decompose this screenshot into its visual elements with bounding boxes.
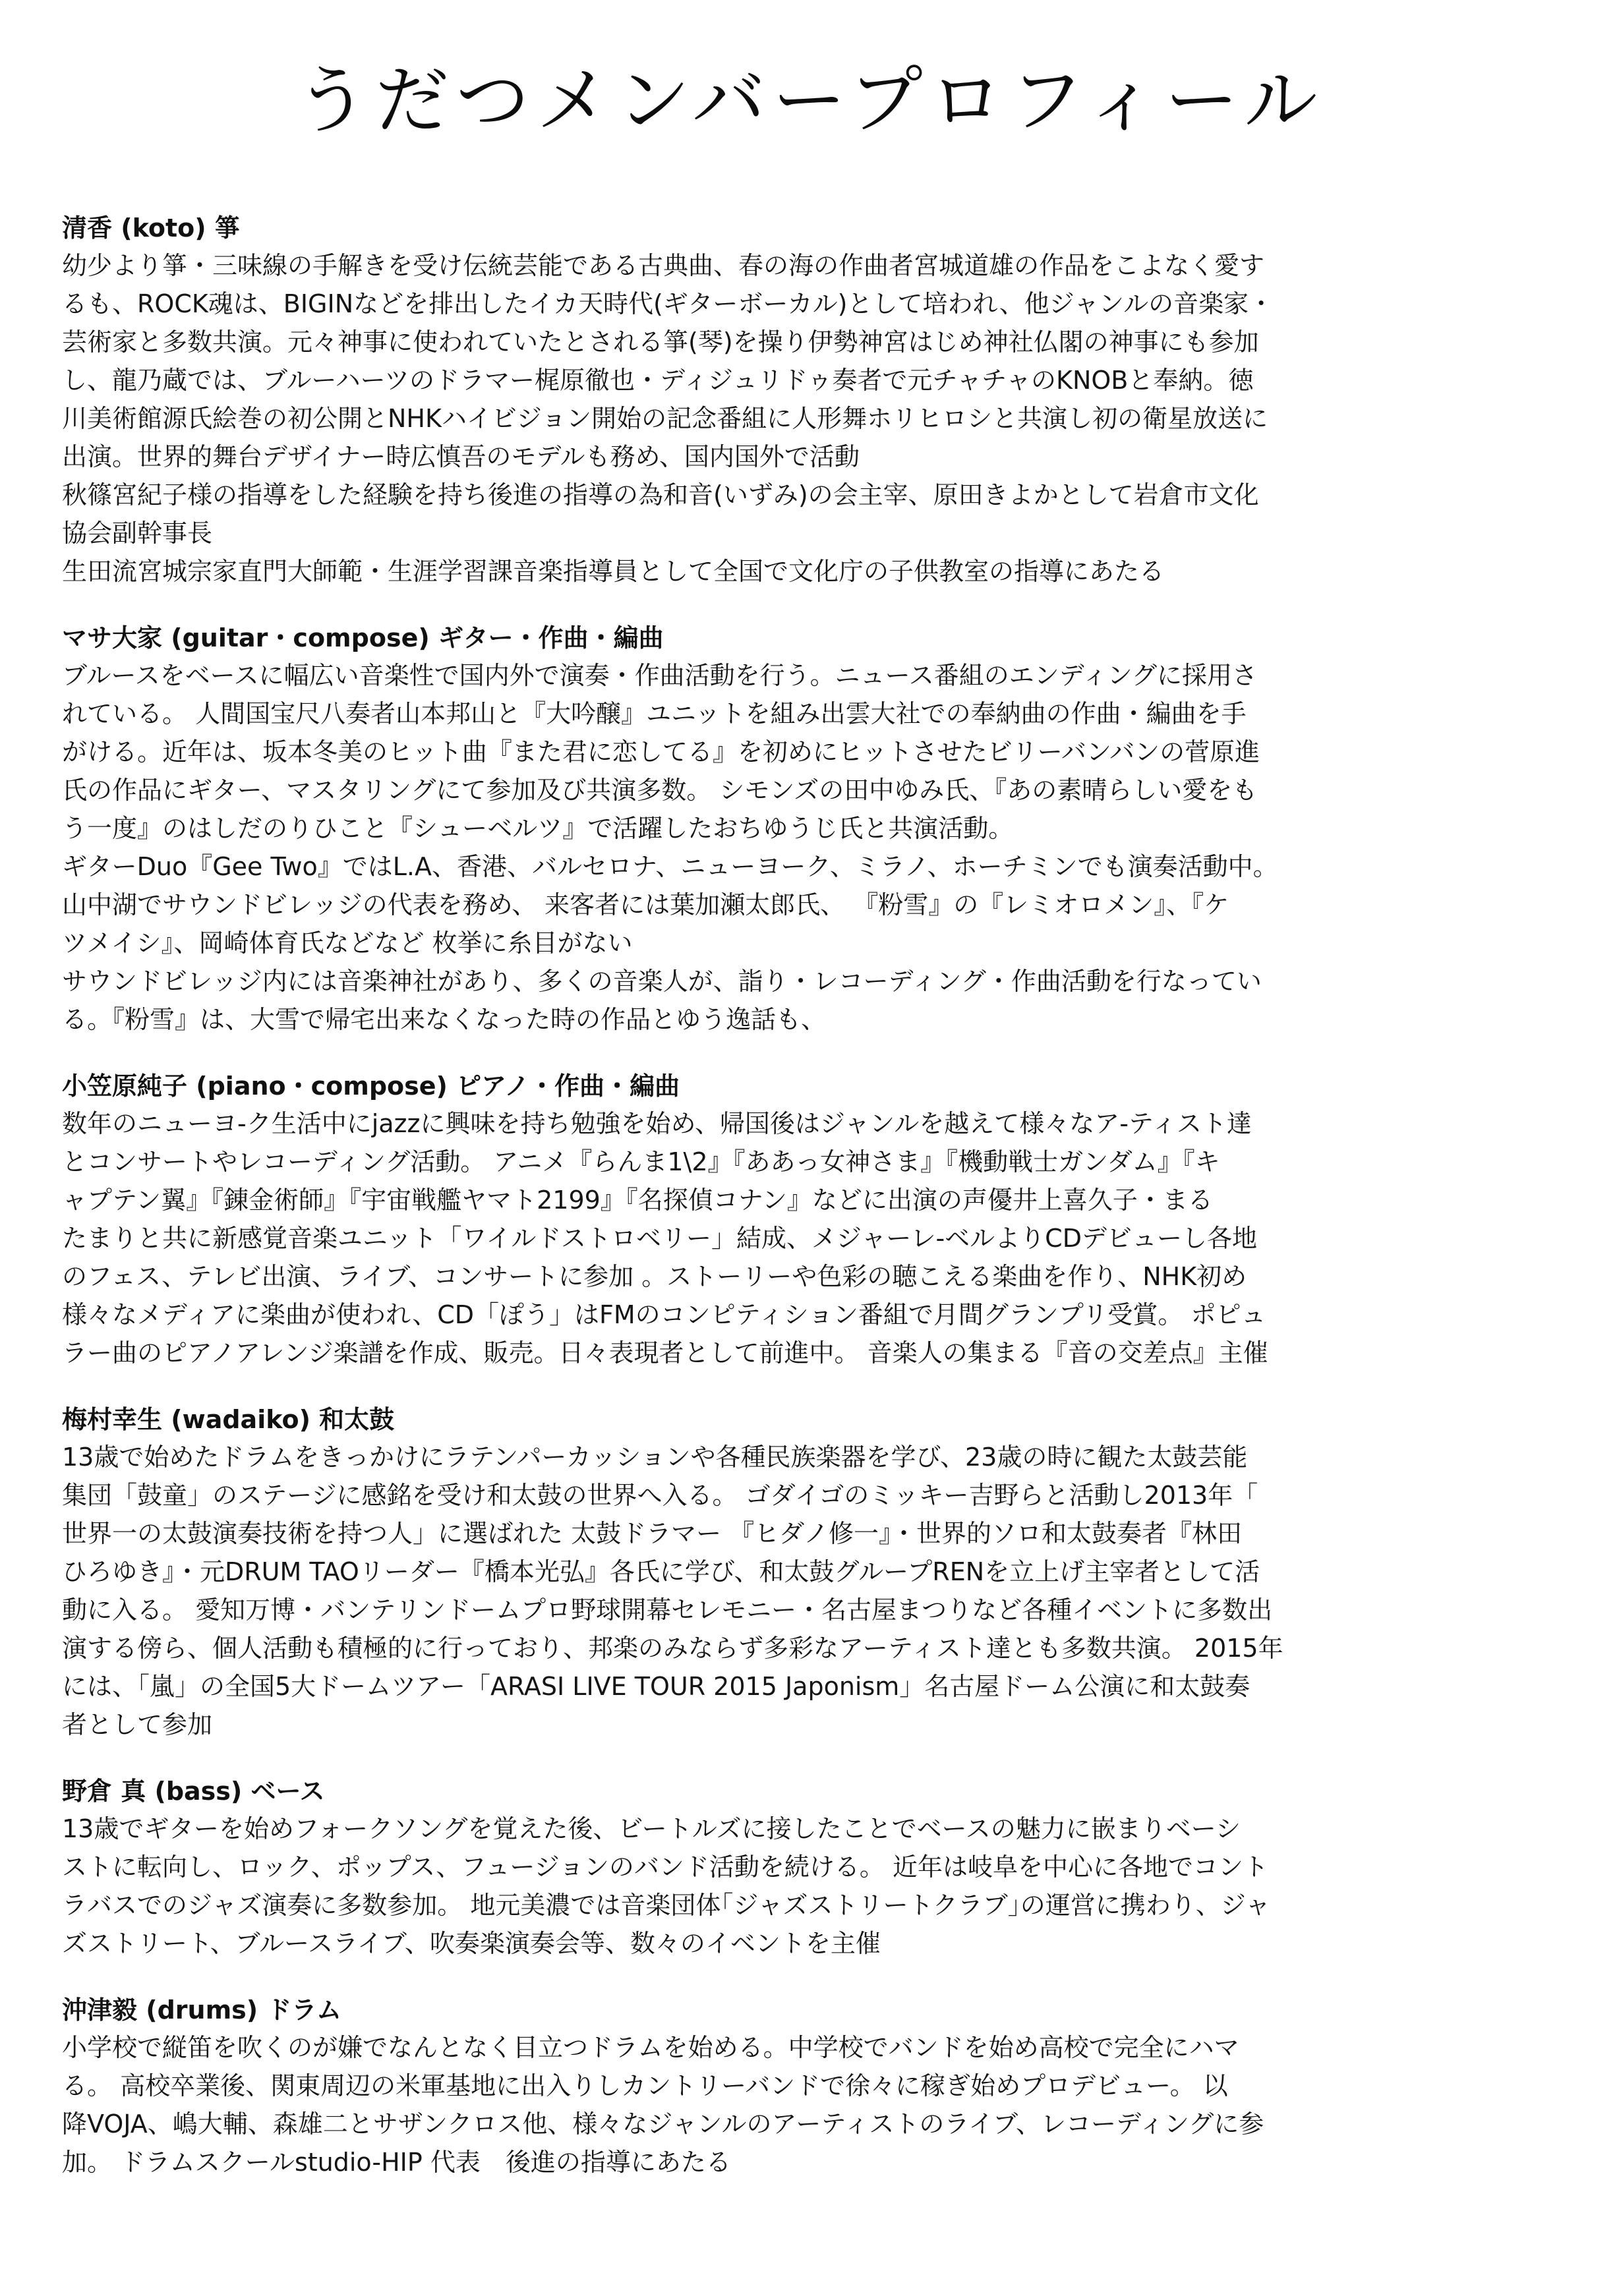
bio-line: 様々なメディアに楽曲が使われ、CD「ぽう」はFMのコンピティション番組で月間グランプリ受賞。 ポピュ [62,1300,1266,1329]
bio-line: 13歳で始めたドラムをきっかけにラテンパーカッションや各種民族楽器を学び、23歳の時に観た太鼓芸能 [62,1443,1248,1472]
bio-line: るも、ROCK魂は、BIGINなどを排出したイカ天時代(ギターボーカル)として培われ、他ジャンルの音楽家・ [62,289,1274,318]
bio-line: 者として参加 [62,1710,213,1739]
bio-line: る。 高校卒業後、関東周辺の米軍基地に出入りしカントリーバンドで徐々に稼ぎ始めプロデビュー。 以 [62,2071,1228,2100]
bio-line: ラー曲のピアノアレンジ楽譜を作成、販売。日々表現者として前進中。 音楽人の集まる『音の交差点』主催 [62,1338,1268,1367]
bio-line: ストに転向し、ロック、ポップス、フュージョンのバンド活動を続ける。 近年は岐阜を中心に各地でコント [62,1852,1269,1881]
member-heading: 野倉 真 (bass) ベース [62,1777,325,1806]
bio-line: ズストリート、ブルースライブ、吹奏楽演奏会等、数々のイベントを主催 [62,1929,881,1958]
profile-wadaiko [62,1401,1572,1744]
member-bio [62,1810,1572,1963]
bio-line: のフェス、テレビ出演、ライブ、コンサートに参加 。ストーリーや色彩の聴こえる楽曲を作り、NHK初め [62,1262,1247,1291]
bio-line: 芸術家と多数共演。元々神事に使われていたとされる箏(琴)を操り伊勢神宮はじめ神社仏閣の神事にも参加 [62,328,1259,357]
bio-line: 秋篠宮紀子様の指導をした経験を持ち後進の指導の為和音(いずみ)の会主宰、原田きよかとして岩倉市文化 [62,480,1259,509]
profile-piano [62,1068,1572,1372]
bio-line: 小学校で縦笛を吹くのが嫌でなんとなく目立つドラムを始める。中学校でバンドを始め高校で完全にハマ [62,2033,1239,2062]
bio-line: 降VOJA、嶋大輔、森雄二とサザンクロス他、様々なジャンルのアーティストのライブ、レコーディングに参 [62,2109,1264,2138]
member-bio [62,656,1572,1039]
member-heading: 梅村幸生 (wadaiko) 和太鼓 [62,1405,395,1434]
bio-line: れている。 人間国宝尺八奏者山本邦山と『大吟醸』ユニットを組み出雲大社での奉納曲の作曲・編曲を手 [62,699,1247,728]
bio-line: たまりと共に新感覚音楽ユニット「ワイルドストロベリー」結成、メジャーレ-ベルよりCDデビューし各地 [62,1224,1257,1253]
member-heading: マサ大家 (guitar・compose) ギター・作曲・編曲 [62,623,664,652]
bio-line: ラバスでのジャズ演奏に多数参加。 地元美濃では音楽団体｢ジャズストリートクラブ｣の運営に携わり、ジャ [62,1891,1271,1920]
bio-line: サウンドビレッジ内には音楽神社があり、多くの音楽人が、詣り・レコーディング・作曲活動を行なってい [62,967,1262,996]
bio-line: には、「嵐」の全国5大ドームツアー「ARASI LIVE TOUR 2015 Japonism」名古屋ドーム公演に和太鼓奏 [62,1672,1251,1701]
member-bio [62,1438,1572,1744]
member-heading: 清香 (koto) 箏 [62,214,240,243]
bio-line: 氏の作品にギター、マスタリングにて参加及び共演多数。 シモンズの田中ゆみ氏、『あの素晴らしい愛をも [62,776,1258,805]
bio-line: 13歳でギターを始めフォークソングを覚えた後、ビートルズに接したことでベースの魅力に嵌まりベーシ [62,1814,1241,1843]
profile-bass [62,1773,1572,1963]
bio-line: ャプテン翼』『錬金術師』『宇宙戦艦ヤマト2199』『名探偵コナン』などに出演の声優井上喜久子・まる [62,1186,1213,1215]
bio-line: 幼少より箏・三味線の手解きを受け伝統芸能である古典曲、春の海の作曲者宮城道雄の作品をこよなく愛す [62,251,1265,280]
bio-line: し、龍乃蔵では、ブルーハーツのドラマー梶原徹也・ディジュリドゥ奏者で元チャチャのKNOBと奉納。徳 [62,366,1254,395]
bio-line: 数年のニューヨ-ク生活中にjazzに興味を持ち勉強を始め、帰国後はジャンルを越えて様々なア-ティスト達 [62,1109,1252,1138]
bio-line: う一度』のはしだのりひこと『シューベルツ』で活躍したおちゆうじ氏と共演活動。 [62,814,1014,843]
bio-line: 動に入る。 愛知万博・バンテリンドームプロ野球開幕セレモニー・名古屋まつりなど各種イベントに多数出 [62,1595,1273,1624]
member-bio [62,1105,1572,1372]
bio-line: 山中湖でサウンドビレッジの代表を務め、 来客者には葉加瀬太郎氏、 『粉雪』の『レミオロメン』、『ケ [62,890,1229,919]
bio-line: がける。近年は、坂本冬美のヒット曲『また君に恋してる』を初めにヒットさせたビリーバンバンの菅原進 [62,737,1260,766]
page-title: うだつメンバープロフィール [295,58,1324,144]
bio-line: ひろゆき』・元DRUM TAOリーダー『橋本光弘』各氏に学び、和太鼓グループRENを立上げ主宰者として活 [62,1557,1260,1586]
member-heading: 沖津毅 (drums) ドラム [62,1995,342,2024]
bio-line: 生田流宮城宗家直門大師範・生涯学習課音楽指導員として全国で文化庁の子供教室の指導にあたる [62,557,1165,586]
profile-drums [62,1992,1572,2181]
bio-line: ツメイシ』、岡崎体育氏などなど 枚挙に糸目がない [62,929,633,958]
bio-line: 集団「鼓童」のステージに感銘を受け和太鼓の世界へ入る。 ゴダイゴのミッキー吉野らと活動し2013年「 [62,1481,1258,1510]
bio-line: 世界一の太鼓演奏技術を持つ人」に選ばれた 太鼓ドラマー 『ヒダノ修一』・世界的ソロ和太鼓奏者『林田 [62,1519,1243,1548]
profile-guitar [62,619,1572,1039]
bio-line: 加。 ドラムスクールstudio-HIP 代表 後進の指導にあたる [62,2148,731,2177]
profile-koto [62,210,1572,590]
bio-line: 演する傍ら、個人活動も積極的に行っており、邦楽のみならず多彩なアーティスト達とも多数共演。 2015年 [62,1634,1283,1663]
bio-line: 出演。世界的舞台デザイナー時広慎吾のモデルも務め、国内国外で活動 [62,442,860,471]
member-bio [62,246,1572,590]
bio-line: とコンサートやレコーディング活動。 アニメ『らんま1\2』『ああっ女神さま』『機動戦士ガンダム』『キ [62,1147,1220,1176]
bio-line: ブルースをベースに幅広い音楽性で国内外で演奏・作曲活動を行う。ニュース番組のエンディングに採用さ [62,661,1257,690]
profile-list [62,210,1572,2210]
bio-line: ギターDuo『Gee Two』ではL.A、香港、バルセロナ、ニューヨーク、ミラノ、ホーチミンでも演奏活動中。 [62,852,1278,881]
bio-line: 川美術館源氏絵巻の初公開とNHKハイビジョン開始の記念番組に人形舞ホリヒロシと共演し初の衛星放送に [62,404,1268,433]
member-heading: 小笠原純子 (piano・compose) ピアノ・作曲・編曲 [62,1072,680,1101]
bio-line: る。『粉雪』は、大雪で帰宅出来なくなった時の作品とゆう逸話も、 [62,1005,827,1034]
bio-line: 協会副幹事長 [62,519,213,548]
member-bio [62,2028,1572,2181]
